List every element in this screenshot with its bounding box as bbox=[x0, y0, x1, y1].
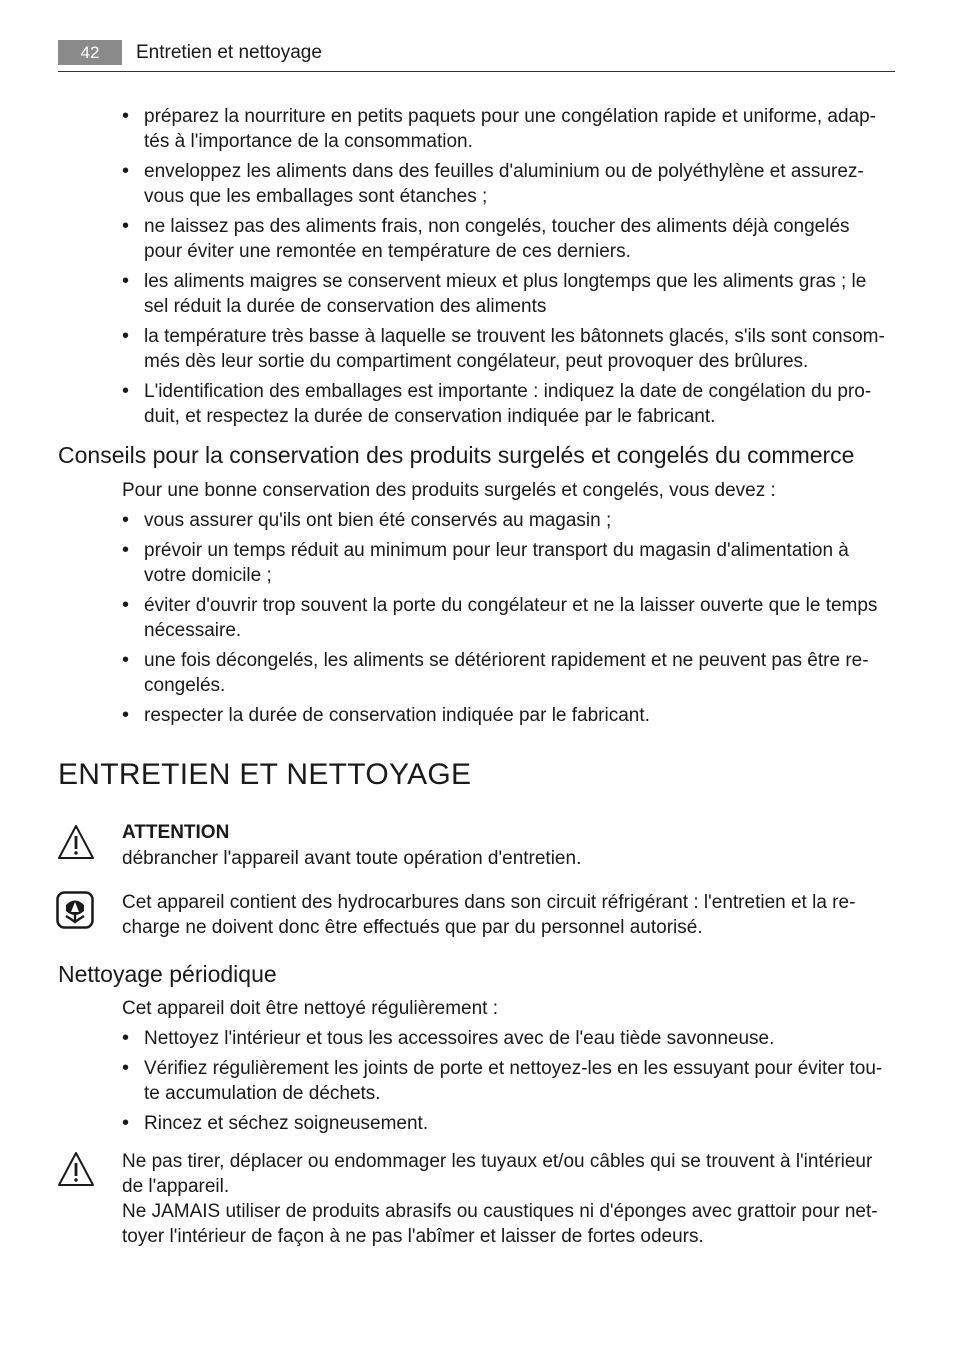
attention-label: ATTENTION bbox=[122, 822, 230, 843]
list-item: • Vérifiez régulièrement les joints de porte et nettoyez-les en les essuyant pour éviter tou-te accumulation de déchets. bbox=[122, 1056, 890, 1106]
warning-icon bbox=[56, 1150, 96, 1190]
commercial-intro: Pour une bonne conservation des produits surgelés et congelés, vous devez : bbox=[122, 480, 776, 501]
list-item: • ne laissez pas des aliments frais, non congelés, toucher des aliments déjà congelés pour éviter une remontée en température de ces derniers. bbox=[122, 214, 890, 264]
attention-text: débrancher l'appareil avant toute opération d'entretien. bbox=[122, 848, 582, 869]
environment-icon bbox=[56, 891, 94, 929]
list-item: • enveloppez les aliments dans des feuilles d'aluminium ou de polyéthylène et assurez-vous que les emballages sont étanches ; bbox=[122, 159, 890, 209]
maintenance-title: ENTRETIEN ET NETTOYAGE bbox=[58, 758, 472, 791]
list-item: • Rincez et séchez soigneusement. bbox=[122, 1111, 890, 1136]
commercial-section-title: Conseils pour la conservation des produits surgelés et congelés du commerce bbox=[58, 442, 855, 468]
hydrocarbon-notice: Cet appareil contient des hydrocarbures dans son circuit réfrigérant : l'entretien et la re-charge ne doivent donc être effectués que par du personnel autorisé. bbox=[122, 892, 856, 938]
list-item: • vous assurer qu'ils ont bien été conservés au magasin ; bbox=[122, 508, 890, 533]
list-item: • respecter la durée de conservation indiquée par le fabricant. bbox=[122, 703, 890, 728]
freezing-tips-list bbox=[122, 104, 890, 434]
warning-text-2: Ne JAMAIS utiliser de produits abrasifs ou caustiques ni d'éponges avec grattoir pour net-toyer l'intérieur de façon à ne pas l'abîmer et laisser de fortes odeurs. bbox=[122, 1201, 878, 1247]
list-item: • les aliments maigres se conservent mieux et plus longtemps que les aliments gras ; le sel réduit la durée de conservation des aliments bbox=[122, 269, 890, 319]
header-section-title: Entretien et nettoyage bbox=[136, 42, 322, 63]
warning-icon bbox=[56, 823, 96, 863]
warning-text-1: Ne pas tirer, déplacer ou endommager les tuyaux et/ou câbles qui se trouvent à l'intérieur de l'appareil. bbox=[122, 1151, 873, 1197]
list-item: • une fois décongelés, les aliments se détériorent rapidement et ne peuvent pas être re-congelés. bbox=[122, 648, 890, 698]
page-header bbox=[58, 40, 895, 72]
page-number: 42 bbox=[58, 40, 122, 65]
list-item: • Nettoyez l'intérieur et tous les accessoires avec de l'eau tiède savonneuse. bbox=[122, 1026, 890, 1051]
list-item: • prévoir un temps réduit au minimum pour leur transport du magasin d'alimentation à votre domicile ; bbox=[122, 538, 890, 588]
list-item: • éviter d'ouvrir trop souvent la porte du congélateur et ne la laisser ouverte que le temps nécessaire. bbox=[122, 593, 890, 643]
commercial-list bbox=[122, 508, 890, 733]
list-item: • L'identification des emballages est importante : indiquez la date de congélation du pro-duit, et respectez la durée de conservation indiquée par le fabricant. bbox=[122, 379, 890, 429]
periodic-cleaning-title: Nettoyage périodique bbox=[58, 961, 277, 987]
list-item: • préparez la nourriture en petits paquets pour une congélation rapide et uniforme, adap-tés à l'importance de la consommation. bbox=[122, 104, 890, 154]
periodic-intro: Cet appareil doit être nettoyé régulièrement : bbox=[122, 998, 498, 1019]
list-item: • la température très basse à laquelle se trouvent les bâtonnets glacés, s'ils sont consom-més dès leur sortie du compartiment congélateur, peut provoquer des brûlures. bbox=[122, 324, 890, 374]
periodic-list bbox=[122, 1026, 890, 1141]
